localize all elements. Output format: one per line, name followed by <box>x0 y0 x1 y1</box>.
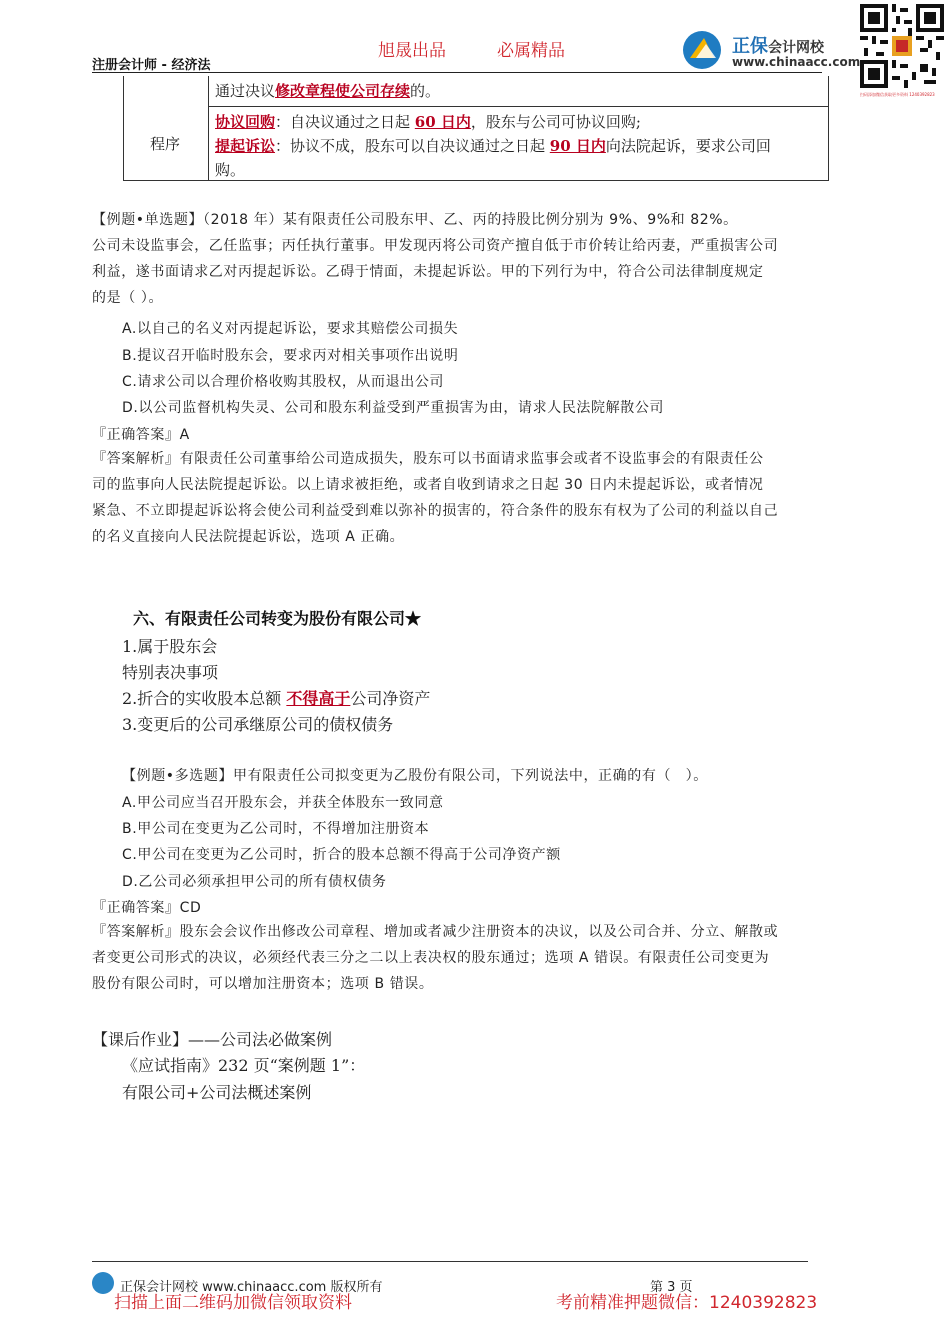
q2-option-a: A.甲公司应当召开股东会，并获全体股东一致同意 <box>122 795 444 811</box>
footer-logo-icon <box>92 1272 114 1294</box>
homework-line-1: 《应试指南》232 页“案例题 1”： <box>122 1056 366 1075</box>
slogan-left: 旭晟出品 <box>378 41 446 61</box>
brand-url: www.chinaacc.com <box>732 55 861 69</box>
qr-code-icon <box>860 4 944 88</box>
table-row-procedure: 协议回购：自决议通过之日起 60 日内，股东与公司可协议回购; 提起诉讼：协议不成，股东可以自决议通过之日起 90 日内向法院起诉，要求公司回 购。 <box>215 113 771 179</box>
q1-answer: 『正确答案』A <box>92 427 190 443</box>
q1-option-b: B.提议召开临时股东会，要求丙对相关事项作出说明 <box>122 348 459 364</box>
footer-copyright: 正保会计网校 www.chinaacc.com 版权所有 <box>120 1280 383 1295</box>
q2-answer: 『正确答案』CD <box>92 900 202 916</box>
q2-option-c: C.甲公司在变更为乙公司时，折合的股本总额不得高于公司净资产额 <box>122 847 561 863</box>
section-item-1: 1.属于股东会 <box>122 637 218 656</box>
brand-logo-icon <box>680 30 726 74</box>
section-item-3: 3.变更后的公司承继原公司的债权债务 <box>122 715 394 734</box>
section-item-2: 2.折合的实收股本总额 不得高于公司净资产 <box>122 689 431 708</box>
homework-title: 【课后作业】——公司法必做案例 <box>92 1030 333 1049</box>
footer-promo-right: 考前精准押题微信：1240392823 <box>556 1293 818 1313</box>
q1-option-a: A.以自己的名义对丙提起诉讼，要求其赔偿公司损失 <box>122 321 459 337</box>
qr-note: 扫码添加微信获取更多资料 1240392823 <box>860 92 935 97</box>
q2-analysis: 『答案解析』股东会会议作出修改公司章程、增加或者减少注册资本的决议，以及公司合并、分立、解散或 者变更公司形式的决议，必须经代表三分之二以上表决权的股东通过；选项 A 错误。有限责任公司变更为 股份有限公司时，可以增加注册资本；选项 B 错误。 <box>92 924 779 992</box>
q1-option-c: C.请求公司以合理价格收购其股权，从而退出公司 <box>122 374 445 390</box>
table-row-resolution: 通过决议修改章程使公司存续的。 <box>215 82 441 100</box>
q2-option-d: D.乙公司必须承担甲公司的所有债权债务 <box>122 874 387 890</box>
section-title: 六、有限责任公司转变为股份有限公司★ <box>133 609 422 628</box>
homework-line-2: 有限公司+公司法概述案例 <box>122 1083 312 1102</box>
footer-promo-left: 扫描上面二维码加微信领取资料 <box>114 1293 352 1313</box>
table-row-label-procedure: 程序 <box>150 135 181 153</box>
q1-analysis: 『答案解析』有限责任公司董事给公司造成损失，股东可以书面请求监事会或者不设监事会的有限责任公 司的监事向人民法院提起诉讼。以上请求被拒绝，或者自收到请求之日起 30 日内未提起诉讼，或者情况 紧急、不立即提起诉讼将会使公司利益受到难以弥补的损害的，符合条件的股东有权为了公司的利益以自己 的名义直接向人民法院提起诉讼，选项 A 正确。 <box>92 451 779 545</box>
footer-rule <box>92 1261 808 1262</box>
q1-option-d: D.以公司监督机构失灵、公司和股东利益受到严重损害为由，请求人民法院解散公司 <box>122 400 665 416</box>
page-number: 第 3 页 <box>650 1280 693 1295</box>
slogan-right: 必属精品 <box>497 41 565 61</box>
q2-option-b: B.甲公司在变更为乙公司时，不得增加注册资本 <box>122 821 430 837</box>
q1-stem: 【例题•单选题】（2018 年）某有限责任公司股东甲、乙、丙的持股比例分别为 9%、9%和 82%。 公司未设监事会，乙任监事；丙任执行董事。甲发现丙将公司资产擅自低于市价转让给丙妻，严重损害公司 利益，遂书面请求乙对丙提起诉讼。乙碍于情面，未提起诉讼。甲的下列行为中，符合公司法律制度规定 的是（ ）。 <box>92 212 779 306</box>
section-item-1b: 特别表决事项 <box>122 663 219 682</box>
brand-name: 正保会计网校 <box>732 36 824 57</box>
q2-stem: 【例题•多选题】甲有限责任公司拟变更为乙股份有限公司，下列说法中，正确的有（ ）。 <box>122 768 708 784</box>
document-subject: 注册会计师 - 经济法 <box>92 58 211 73</box>
